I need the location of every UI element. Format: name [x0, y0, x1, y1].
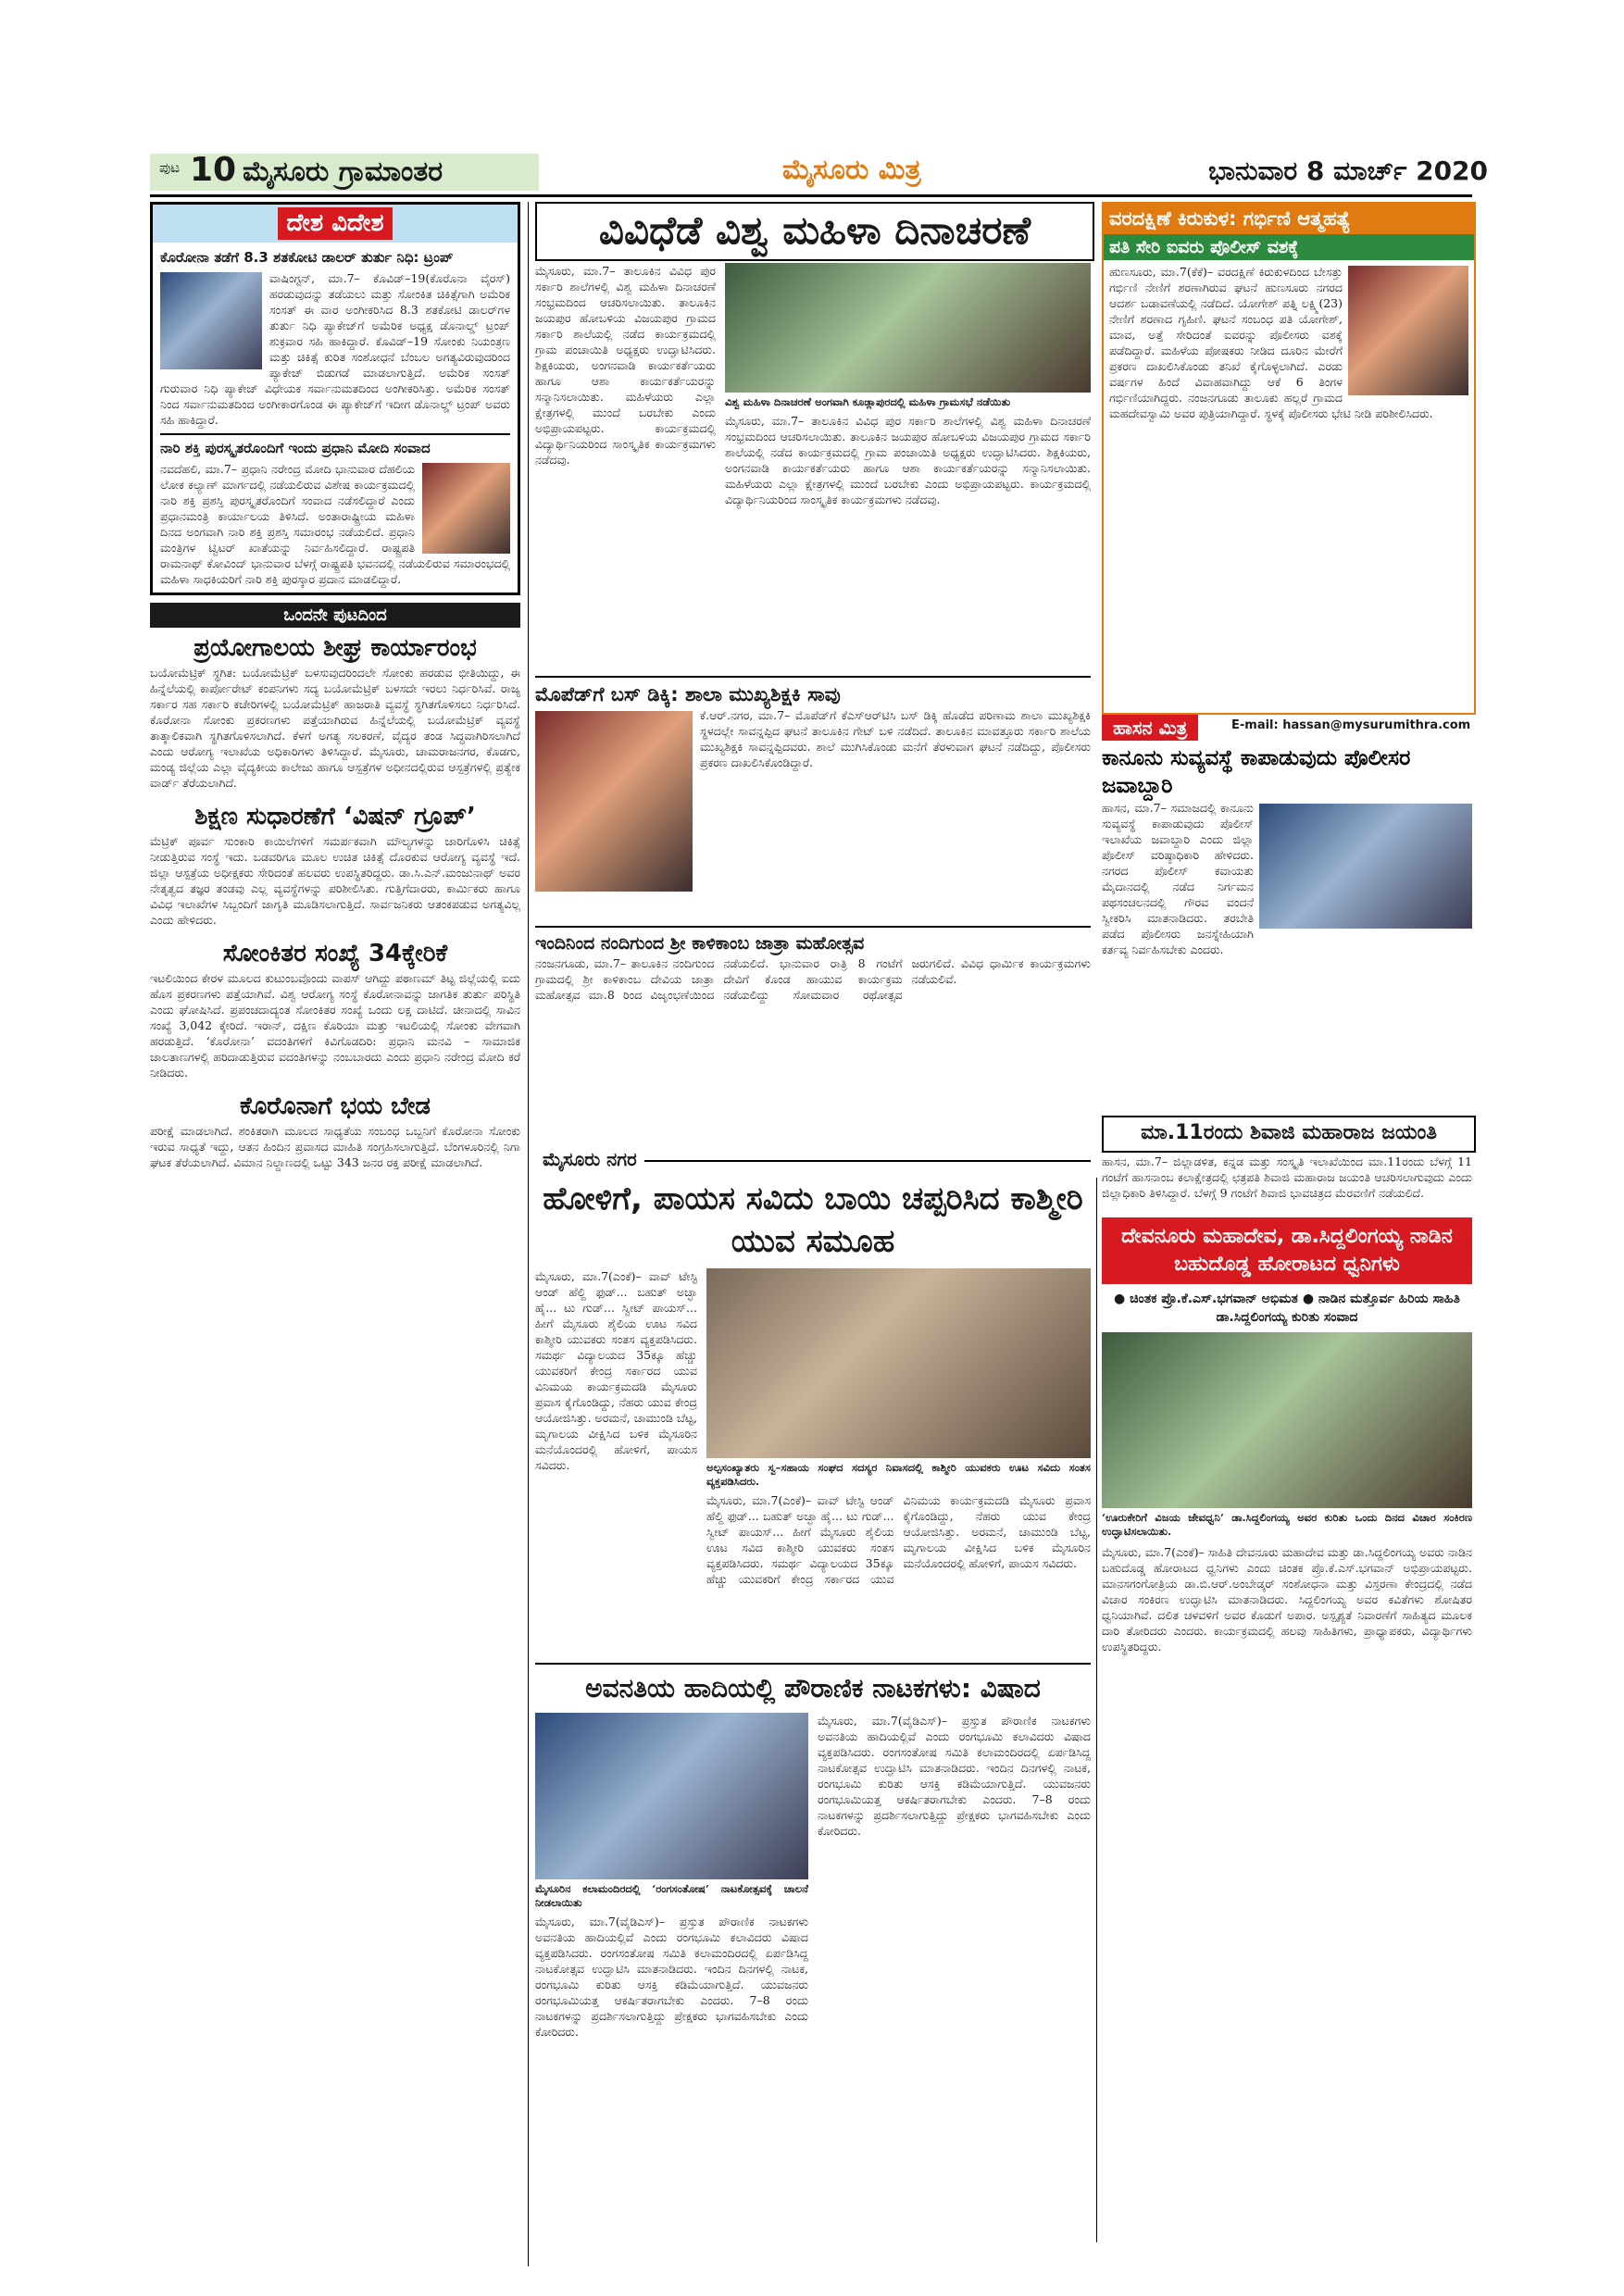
story-no-fear: ಪರೀಕ್ಷೆ ಮಾಡಲಾಗಿದೆ. ಶಂಕಿತರಾಗಿ ಮೂಲದ ಸಾಧ್ಯತೆಯ ಸಂಬಂಧ ಒಬ್ಬನಿಗೆ ಕೊರೋನಾ ಸೋಂಕು ಇರುವ ಸಾಧ್ಯತೆ ಇದ್ದು, ಆತನ ಹಿಂದಿನ ಪ್ರವಾಸದ ಮಾಹಿತಿ ಸಂಗ್ರಹಿಸಲಾಗುತ್ತಿದೆ. ಬೆಂಗಳೂರಿನಲ್ಲಿ ನಿಗಾ ಘಟಕ ತೆರೆಯಲಾಗಿದೆ. ವಿಮಾನ ನಿಲ್ದಾಣದಲ್ಲಿ ಒಟ್ಟು 343 ಜನರ ರಕ್ತ ಪರೀಕ್ಷೆ ಮಾಡಲಾಗಿದೆ. [150, 1124, 520, 1169]
headline-trump-fund: ಕೊರೋನಾ ತಡೆಗೆ 8.3 ಶತಕೋಟಿ ಡಾಲರ್ ತುರ್ತು ನಿಧಿ: ಟ್ರಂಪ್ [160, 249, 454, 266]
caption-kashmiri-youth: ಅಲ್ಪಸಂಖ್ಯಾತರು ಸ್ವ–ಸಹಾಯ ಸಂಘದ ಸದಸ್ಯರ ನಿವಾಸದಲ್ಲಿ ಕಾಶ್ಮೀರಿ ಯುವಕರು ಊಟ ಸವಿದು ಸಂತಸ ವ್ಯಕ್ತಪಡಿಸಿದರು. [706, 1461, 1091, 1488]
story-police-duty: ಹಾಸನ, ಮಾ.7– ಸಮಾಜದಲ್ಲಿ ಕಾನೂನು ಸುವ್ಯವಸ್ಥೆ ಕಾಪಾಡುವುದು ಪೊಲೀಸ್ ಇಲಾಖೆಯ ಜವಾಬ್ದಾರಿ ಎಂದು ಜಿಲ್ಲಾ ಪೊಲೀಸ್ ವರಿಷ್ಠಾಧಿಕಾರಿ ಹೇಳಿದರು. ನಗರದ ಪೊಲೀಸ್ ಕವಾಯತು ಮೈದಾನದಲ್ಲಿ ನಡೆದ ನಿರ್ಗಮನ ಪಥಸಂಚಲನದಲ್ಲಿ ಗೌರವ ವಂದನೆ ಸ್ವೀಕರಿಸಿ ಮಾತನಾಡಿದರು. ತರಬೇತಿ ಪಡೆದ ಪೊಲೀಸರು ಜನಸ್ನೇಹಿಯಾಗಿ ಕರ್ತವ್ಯ ನಿರ್ವಹಿಸಬೇಕು ಎಂದರು. [1102, 801, 1254, 956]
photo-kashmiri-youth [706, 1268, 1091, 1458]
devanur-headline-band: ದೇವನೂರು ಮಹಾದೇವ, ಡಾ.ಸಿದ್ದಲಿಂಗಯ್ಯ ನಾಡಿನ ಬಹುದೊಡ್ಡ ಹೋರಾಟದ ಧ್ವನಿಗಳು [1102, 1217, 1472, 1284]
continued-kicker: ಒಂದನೇ ಪುಟದಿಂದ [150, 603, 520, 628]
page-label: ಪುಟ [159, 159, 181, 176]
story-kashmiri-youth: ಮೈಸೂರು, ಮಾ.7(ಎಂಕೆ)– ವಾವ್ ಟೇಸ್ಟಿ ಆಂಡ್ ಹೆಲ್ದಿ ಫುಡ್... ಬಹುತ್ ಅಚ್ಛಾ ಹೈ... ಟು ಗುಡ್... ಸ್ವೀಟ್ ಪಾಯಸ್... ಹೀಗೆ ಮೈಸೂರು ಶೈಲಿಯ ಊಟ ಸವಿದ ಕಾಶ್ಮೀರಿ ಯುವಕರು ಸಂತಸ ವ್ಯಕ್ತಪಡಿಸಿದರು. ಸಮರ್ಥ ವಿದ್ಯಾಲಯದ 35ಕ್ಕೂ ಹೆಚ್ಚು ಯುವಕರಿಗೆ ಕೇಂದ್ರ ಸರ್ಕಾರದ ಯುವ ವಿನಿಮಯ ಕಾರ್ಯಕ್ರಮದಡಿ ಮೈಸೂರು ಪ್ರವಾಸ ಕೈಗೊಂಡಿದ್ದು, ನೆಹರು ಯುವ ಕೇಂದ್ರ ಆಯೋಜಿಸಿತ್ತು. ಅರಮನೆ, ಚಾಮುಂಡಿ ಬೆಟ್ಟ, ಮೃಗಾಲಯ ವೀಕ್ಷಿಸಿದ ಬಳಿಕ ಮೈಸೂರಿನ ಮನೆಯೊಂದರಲ್ಲಿ ಹೋಳಿಗೆ, ಪಾಯಸ ಸವಿದರು. [535, 1269, 697, 1472]
caption-drama-festival: ಮೈಸೂರಿನ ಕಲಾಮಂದಿರದಲ್ಲಿ ‘ರಂಗಸಂತೋಷ’ ನಾಟಕೋತ್ಸವಕ್ಕೆ ಚಾಲನೆ ನೀಡಲಾಯಿತು [535, 1882, 808, 1909]
photo-womens-day [725, 263, 1091, 393]
shivaji-story [1102, 1154, 1472, 1209]
dowry-story-box [1102, 202, 1476, 715]
photo-deceased-woman [1348, 266, 1468, 395]
story-drama-decline-col2: ಮೈಸೂರು, ಮಾ.7(ವೈಡಿಎಸ್)– ಪ್ರಸ್ತುತ ಪೌರಾಣಿಕ ನಾಟಕಗಳು ಅವನತಿಯ ಹಾದಿಯಲ್ಲಿವೆ ಎಂದು ರಂಗಭೂಮಿ ಕಲಾವಿದರು ವಿಷಾದ ವ್ಯಕ್ತಪಡಿಸಿದರು. ರಂಗಸಂತೋಷ ಸಮಿತಿ ಕಲಾಮಂದಿರದಲ್ಲಿ ಏರ್ಪಡಿಸಿದ್ದ ನಾಟಕೋತ್ಸವ ಉದ್ಘಾಟಿಸಿ ಮಾತನಾಡಿದರು. ಇಂದಿನ ದಿನಗಳಲ್ಲಿ ನಾಟಕ, ರಂಗಭೂಮಿ ಕುರಿತು ಆಸಕ್ತಿ ಕಡಿಮೆಯಾಗುತ್ತಿದೆ. ಯುವಜನರು ರಂಗಭೂಮಿಯತ್ತ ಆಕರ್ಷಿತರಾಗಬೇಕು ಎಂದರು. 7–8 ರಂದು ನಾಟಕಗಳನ್ನು ಪ್ರದರ್ಶಿಸಲಾಗುತ್ತಿದ್ದು ಪ್ರೇಕ್ಷಕರು ಭಾಗವಹಿಸಬೇಕು ಎಂದು ಕೋರಿದರು. [818, 1714, 1091, 1838]
story-jatre: ನಂಜನಗೂಡು, ಮಾ.7– ತಾಲೂಕಿನ ನಂದಿಗುಂದ ಗ್ರಾಮದಲ್ಲಿ ಶ್ರೀ ಕಾಳಿಕಾಂಬ ದೇವಿಯ ಜಾತ್ರಾ ಮಹೋತ್ಸವ ಮಾ.8 ರಿಂದ ವಿಜೃಂಭಣೆಯಿಂದ ನಡೆಯಲಿದೆ. ಭಾನುವಾರ ರಾತ್ರಿ 8 ಗಂಟೆಗೆ ದೇವಿಗೆ ಕೊಂಡ ಹಾಯುವ ಕಾರ್ಯಕ್ರಮ ನಡೆಯಲಿದ್ದು ಸೋಮವಾರ ರಥೋತ್ಸವ ಜರುಗಲಿದೆ. ವಿವಿಧ ಧಾರ್ಮಿಕ ಕಾರ್ಯಕ್ರಮಗಳು ನಡೆಯಲಿವೆ. [535, 956, 1091, 1002]
hassan-email: E-mail: hassan@mysurumithra.com [1231, 718, 1471, 732]
story-kashmiri-youth-continued: ಮೈಸೂರು, ಮಾ.7(ಎಂಕೆ)– ವಾವ್ ಟೇಸ್ಟಿ ಆಂಡ್ ಹೆಲ್ದಿ ಫುಡ್... ಬಹುತ್ ಅಚ್ಛಾ ಹೈ... ಟು ಗುಡ್... ಸ್ವೀಟ್ ಪಾಯಸ್... ಹೀಗೆ ಮೈಸೂರು ಶೈಲಿಯ ಊಟ ಸವಿದ ಕಾಶ್ಮೀರಿ ಯುವಕರು ಸಂತಸ ವ್ಯಕ್ತಪಡಿಸಿದರು. ಸಮರ್ಥ ವಿದ್ಯಾಲಯದ 35ಕ್ಕೂ ಹೆಚ್ಚು ಯುವಕರಿಗೆ ಕೇಂದ್ರ ಸರ್ಕಾರದ ಯುವ ವಿನಿಮಯ ಕಾರ್ಯಕ್ರಮದಡಿ ಮೈಸೂರು ಪ್ರವಾಸ ಕೈಗೊಂಡಿದ್ದು, ನೆಹರು ಯುವ ಕೇಂದ್ರ ಆಯೋಜಿಸಿತ್ತು. ಅರಮನೆ, ಚಾಮುಂಡಿ ಬೆಟ್ಟ, ಮೃಗಾಲಯ ವೀಕ್ಷಿಸಿದ ಬಳಿಕ ಮೈಸೂರಿನ ಮನೆಯೊಂದರಲ್ಲಿ ಹೋಳಿಗೆ, ಪಾಯಸ ಸವಿದರು. [706, 1493, 1091, 1586]
photo-police-parade [1259, 804, 1472, 929]
story-trump-fund: ವಾಷಿಂಗ್ಟನ್, ಮಾ.7– ಕೊವಿಡ್–19(ಕೊರೊನಾ ವೈರಸ್) ಹರಡುವುದನ್ನು ತಡೆಯಲು ಮತ್ತು ಸೋಂಕಿತ ಚಿಕಿತ್ಸೆಗಾಗಿ ಅಮೆರಿಕ ಸಂಸತ್ ಈ ವಾರ ಅಂಗೀಕರಿಸಿದ 8.3 ಶತಕೋಟಿ ಡಾಲರ್‌ಗಳ ತುರ್ತು ನಿಧಿ ಪ್ಯಾಕೇಜ್‌ಗೆ ಅಮೆರಿಕ ಅಧ್ಯಕ್ಷ ಡೊನಾಲ್ಡ್ ಟ್ರಂಪ್ ಶುಕ್ರವಾರ ಸಹಿ ಹಾಕಿದ್ದಾರೆ. ಕೊವಿಡ್–19 ಸೋಂಕು ನಿಯಂತ್ರಣ ಮತ್ತು ಚಿಕಿತ್ಸೆ ಕುರಿತ ಸಂಶೋಧನೆ ಬೆಂಬಲ ಅಗತ್ಯವಿರುವುದರಿಂದ ಪ್ಯಾಕೇಜ್ ಬಿಡುಗಡೆ ಮಾಡಲಾಗುತ್ತಿದೆ. ಅಮೆರಿಕ ಸಂಸತ್ ಗುರುವಾರ ನಿಧಿ ಪ್ಯಾಕೇಜ್ ವಿಧೇಯಕ ಸರ್ವಾನುಮತದಿಂದ ಅಂಗೀಕರಿಸಿತ್ತು. ಅಮೆರಿಕ ಸಂಸತ್ ನಿಂದ ಸರ್ವಾನುಮತದಿಂದ ಅಂಗೀಕಾರಗೊಂಡ ಈ ಪ್ಯಾಕೇಜ್‌ಗೆ ಇದೀಗ ಡೊನಾಲ್ಡ್ ಟ್ರಂಪ್ ಅವರು ಸಹಿ ಹಾಕಿದ್ದಾರೆ. [160, 271, 510, 427]
headline-infected-count: ಸೋಂಕಿತರ ಸಂಖ್ಯೆ 34ಕ್ಕೇರಿಕೆ [222, 940, 448, 967]
masthead: ಮೈಸೂರು ಮಿತ್ರ [782, 154, 921, 186]
headline-kashmiri-youth: ಹೋಳಿಗೆ, ಪಾಯಸ ಸವಿದು ಬಾಯಿ ಚಪ್ಪರಿಸಿದ ಕಾಶ್ಮೀರಿ ಯುವ ಸಮೂಹ [543, 1180, 1083, 1260]
dowry-subhead-band: ಪತಿ ಸೇರಿ ಐವರು ಪೊಲೀಸ್ ವಶಕ್ಕೆ [1104, 234, 1474, 260]
dowry-tag-band: ವರದಕ್ಷಿಣೆ ಕಿರುಕುಳ: ಗರ್ಭಿಣಿ ಆತ್ಮಹತ್ಯೆ [1104, 204, 1474, 234]
photo-drama-festival [535, 1713, 808, 1879]
story-dowry-death: ಹುಣಸೂರು, ಮಾ.7(ಕೆಕೆ)– ವರದಕ್ಷಿಣೆ ಕಿರುಕುಳದಿಂದ ಬೇಸತ್ತು ಗರ್ಭಿಣಿ ನೇಣಿಗೆ ಶರಣಾಗಿರುವ ಘಟನೆ ಹುಣಸೂರು ನಗರದ ಆದರ್ಶ ಬಡಾವಣೆಯಲ್ಲಿ ನಡೆದಿದೆ. ಯೋಗೇಶ್ ಪತ್ನಿ ಲಕ್ಷ್ಮಿ(23) ನೇಣಿಗೆ ಶರಣಾದ ಗೃಹಿಣಿ. ಘಟನೆ ಸಂಬಂಧ ಪತಿ ಯೋಗೇಶ್, ಮಾವ, ಅತ್ತೆ ಸೇರಿದಂತೆ ಐವರನ್ನು ಪೊಲೀಸರು ವಶಕ್ಕೆ ಪಡೆದಿದ್ದಾರೆ. ಮಹಿಳೆಯ ಪೋಷಕರು ನೀಡಿದ ದೂರಿನ ಮೇರೆಗೆ ಪ್ರಕರಣ ದಾಖಲಿಸಿಕೊಂಡು ತನಿಖೆ ಕೈಗೊಳ್ಳಲಾಗಿದೆ. ಎರಡು ವರ್ಷಗಳ ಹಿಂದೆ ವಿವಾಹವಾಗಿದ್ದು ಆಕೆ 6 ತಿಂಗಳ ಗರ್ಭಿಣಿಯಾಗಿದ್ದರು. ನಂಜನಗೂಡು ತಾಲೂಕು ಹಲ್ಲರೆ ಗ್ರಾಮದ ಮಹದೇವಸ್ವಾಮಿ ಅವರ ಪುತ್ರಿಯಾಗಿದ್ದಾರೆ. ಸ್ಥಳಕ್ಕೆ ಪೊಲೀಸರು ಭೇಟಿ ನೀಡಿ ಪರಿಶೀಲಿಸಿದರು. [1109, 265, 1433, 420]
column-divider-right [1096, 1178, 1097, 2242]
jatre-story [535, 931, 1091, 1144]
headline-shivaji-jayanti: ಮಾ.11ರಂದು ಶಿವಾಜಿ ಮಹಾರಾಜ ಜಯಂತಿ [1141, 1121, 1437, 1144]
devanur-story [1102, 1217, 1472, 2245]
page-number: 10 [190, 151, 237, 189]
story-bus-accident: ಕೆ.ಆರ್.ನಗರ, ಮಾ.7– ಮೊಪೆಡ್‌ಗೆ ಕೆಎಸ್‌ಆರ್‌ಟಿಸಿ ಬಸ್ ಡಿಕ್ಕಿ ಹೊಡೆದ ಪರಿಣಾಮ ಶಾಲಾ ಮುಖ್ಯಶಿಕ್ಷಕಿ ಸ್ಥಳದಲ್ಲೇ ಸಾವನ್ನಪ್ಪಿದ ಘಟನೆ ತಾಲೂಕಿನ ಗೇಟ್ ಬಳಿ ನಡೆದಿದೆ. ತಾಲೂಕಿನ ಮಾವತ್ತೂರು ಸರ್ಕಾರಿ ಶಾಲೆಯ ಮುಖ್ಯಶಿಕ್ಷಕಿ ಸಾವನ್ನಪ್ಪಿದವರು. ಶಾಲೆ ಮುಗಿಸಿಕೊಂಡು ಮನೆಗೆ ತೆರಳುವಾಗ ಘಟನೆ ನಡೆದಿದ್ದು, ಪೊಲೀಸರು ಪ್ರಕರಣ ದಾಖಲಿಸಿಕೊಂಡಿದ್ದಾರೆ. [700, 708, 1091, 769]
story-womens-day-col2: ಮೈಸೂರು, ಮಾ.7– ತಾಲೂಕಿನ ವಿವಿಧ ಪುರ ಸರ್ಕಾರಿ ಶಾಲೆಗಳಲ್ಲಿ ವಿಶ್ವ ಮಹಿಳಾ ದಿನಾಚರಣೆ ಸಂಭ್ರಮದಿಂದ ಆಚರಿಸಲಾಯಿತು. ತಾಲೂಕಿನ ಜಯಪುರ ಹೋಬಳಿಯ ವಿಜಯಪುರ ಗ್ರಾಮದ ಸರ್ಕಾರಿ ಶಾಲೆಯಲ್ಲಿ ನಡೆದ ಕಾರ್ಯಕ್ರಮದಲ್ಲಿ ಗ್ರಾಮ ಪಂಚಾಯಿತಿ ಅಧ್ಯಕ್ಷರು ಉದ್ಘಾಟಿಸಿದರು. ಶಿಕ್ಷಕಿಯರು, ಅಂಗನವಾಡಿ ಕಾರ್ಯಕರ್ತೆಯರು ಹಾಗೂ ಆಶಾ ಕಾರ್ಯಕರ್ತೆಯರನ್ನು ಸನ್ಮಾನಿಸಲಾಯಿತು. ಮಹಿಳೆಯರು ಎಲ್ಲಾ ಕ್ಷೇತ್ರಗಳಲ್ಲಿ ಮುಂದೆ ಬರಬೇಕು ಎಂದು ಅಭಿಪ್ರಾಯಪಟ್ಟರು. ಕಾರ್ಯಕ್ರಮದಲ್ಲಿ ವಿದ್ಯಾರ್ಥಿನಿಯರಿಂದ ಸಾಂಸ್ಕೃತಿಕ ಕಾರ್ಯಕ್ರಮಗಳು ನಡೆದವು. [725, 414, 1091, 506]
issue-date: ಭಾನುವಾರ 8 ಮಾರ್ಚ್ 2020 [1208, 156, 1489, 186]
headline-modi-interaction: ನಾರಿ ಶಕ್ತಿ ಪುರಸ್ಕೃತರೊಂದಿಗೆ ಇಂದು ಪ್ರಧಾನಿ ಮೋದಿ ಸಂವಾದ [160, 440, 431, 456]
mysuru-nagara-tag: ಮೈಸೂರು ನಗರ [535, 1148, 644, 1170]
bus-accident-story [535, 681, 1091, 922]
photo-trump [160, 272, 262, 369]
story-lab-start: ಬಯೋಮೆಟ್ರಿಕ್ ಸ್ಥಗಿತ: ಬಯೋಮೆಟ್ರಿಕ್ ಬಳಸುವುದರಿಂದಲೇ ಸೋಂಕು ಹರಡುವ ಭೀತಿಯಿದ್ದು, ಈ ಹಿನ್ನೆಲೆಯಲ್ಲಿ ಕಾರ್ಪೋರೇಟ್ ಕಂಪನಿಗಳು ಸದ್ಯ ಬಯೋಮೆಟ್ರಿಕ್ ಬಳಸದೇ ಇರಲು ನಿರ್ಧರಿಸಿವೆ. ರಾಜ್ಯ ಸರ್ಕಾರ ಸಹ ಸರ್ಕಾರಿ ಕಚೇರಿಗಳಲ್ಲಿ ಬಯೋಮೆಟ್ರಿಕ್ ಹಾಜರಾತಿ ವ್ಯವಸ್ಥೆ ಸ್ಥಗಿತಗೊಳಿಸಲು ನಿರ್ಧರಿಸಿದೆ. ಕೊರೋನಾ ಸೋಂಕು ಪ್ರಕರಣಗಳು ಪತ್ತೆಯಾಗಿರುವ ಹಿನ್ನೆಲೆಯಲ್ಲಿ ಬಯೋಮೆಟ್ರಿಕ್ ವ್ಯವಸ್ಥೆ ತಾತ್ಕಾಲಿಕವಾಗಿ ಸ್ಥಗಿತಗೊಳಿಸಲಾಗಿದೆ. ಕೆಳಗೆ ಅಗತ್ಯ ಸಲಕರಣೆ, ವೈದ್ಯರ ತಂಡ ಸಿದ್ಧವಾಗಿರಿಸಲಾಗಿದೆ ಎಂದು ಆರೋಗ್ಯ ಇಲಾಖೆಯ ಅಧಿಕಾರಿಗಳು ತಿಳಿಸಿದ್ದಾರೆ. ಮೈಸೂರು, ಚಾಮರಾಜನಗರ, ಕೊಡಗು, ಮಂಡ್ಯ ಜಿಲ್ಲೆಯ ಎಲ್ಲಾ ವೈದ್ಯಕೀಯ ಕಾಲೇಜು ಹಾಗೂ ಆಸ್ಪತ್ರೆಗಳ ಅಧೀನದಲ್ಲಿರುವ ಆಸ್ಪತ್ರೆಗಳಲ್ಲಿ ಪ್ರತ್ಯೇಕ ವಾರ್ಡ್ ತೆರೆಯಲಾಗಿದೆ. [150, 666, 520, 790]
devanur-highlights: ● ಚಿಂತಕ ಪ್ರೊ.ಕೆ.ಎಸ್.ಭಗವಾನ್ ಅಭಿಮತ ● ನಾಡಿನ ಮತ್ತೊರ್ವ ಹಿರಿಯ ಸಾಹಿತಿ ಡಾ.ಸಿದ್ದಲಿಂಗಯ್ಯ ಕುರಿತು ಸಂವಾದ [1114, 1292, 1460, 1325]
headline-bus-accident: ಮೊಪೆಡ್‌ಗೆ ಬಸ್ ಡಿಕ್ಕಿ: ಶಾಲಾ ಮುಖ್ಯಶಿಕ್ಷಕಿ ಸಾವು [535, 683, 841, 705]
story-devanur: ಮೈಸೂರು, ಮಾ.7(ಎಂಕೆ)– ಸಾಹಿತಿ ದೇವನೂರು ಮಹಾದೇವ ಮತ್ತು ಡಾ.ಸಿದ್ದಲಿಂಗಯ್ಯ ಅವರು ನಾಡಿನ ಬಹುದೊಡ್ಡ ಹೋರಾಟದ ಧ್ವನಿಗಳು ಎಂದು ಚಿಂತಕ ಪ್ರೊ.ಕೆ.ಎಸ್.ಭಗವಾನ್ ಅಭಿಪ್ರಾಯಪಟ್ಟರು. ಮಾನಸಗಂಗೋತ್ರಿಯ ಡಾ.ಬಿ.ಆರ್.ಅಂಬೇಡ್ಕರ್ ಸಂಶೋಧನಾ ಮತ್ತು ವಿಸ್ತರಣಾ ಕೇಂದ್ರದಲ್ಲಿ ನಡೆದ ವಿಚಾರ ಸಂಕಿರಣ ಉದ್ಘಾಟಿಸಿ ಮಾತನಾಡಿದರು. ಸಿದ್ದಲಿಂಗಯ್ಯ ಅವರ ಕವಿತೆಗಳು ಶೋಷಿತರ ಧ್ವನಿಯಾಗಿವೆ. ದಲಿತ ಚಳವಳಿಗೆ ಅವರ ಕೊಡುಗೆ ಅಪಾರ. ಅಸ್ಪೃಶ್ಯತೆ ನಿವಾರಣೆಗೆ ಸಾಹಿತ್ಯದ ಮೂಲಕ ದಾರಿ ತೋರಿದರು ಎಂದರು. ಕಾರ್ಯಕ್ರಮದಲ್ಲಿ ಹಲವು ಸಾಹಿತಿಗಳು, ಪ್ರಾಧ್ಯಾಪಕರು, ವಿದ್ಯಾರ್ಥಿಗಳು ಉಪಸ್ಥಿತರಿದ್ದರು. [1102, 1545, 1472, 1653]
story-vision-group: ಮೆಟ್ರಿಕ್ ಪೂರ್ವ ಸುಂಕಾರಿ ಕಾಯಿಲೆಗಳಿಗೆ ಸಮರ್ಪಕವಾಗಿ ಮೌಲ್ಯಗಳನ್ನು ಜಾರಿಗೊಳಿಸಿ ಚಿಕಿತ್ಸೆ ನೀಡುತ್ತಿರುವ ಸಂಸ್ಥೆ ಇದು. ಬಡವರಿಗೂ ಮೂಲ ಉಚಿತ ಚಿಕಿತ್ಸೆ ದೊರಕುವ ಆರೋಗ್ಯ ವ್ಯವಸ್ಥೆ ಇದೆ. ಜಿಲ್ಲಾ ಆಸ್ಪತ್ರೆಯ ಅಧೀಕ್ಷಕರು ಸೇರಿದಂತೆ ಹಲವರು ಉಪಸ್ಥಿತರಿದ್ದರು. ಡಾ.ಸಿ.ಎನ್.ಮಂಜುನಾಥ್ ಅವರ ನೇತೃತ್ವದ ತಜ್ಞರ ತಂಡವು ಎಲ್ಲ ವ್ಯವಸ್ಥೆಗಳನ್ನು ಪರಿಶೀಲಿಸಿತು. ಗುತ್ತಿಗೆದಾರರು, ಕಾರ್ಮಿಕರು ಹಾಗೂ ವಿವಿಧ ಇಲಾಖೆಗಳ ಸಿಬ್ಬಂದಿಗೆ ಜಾಗೃತಿ ಮೂಡಿಸಲಾಗುತ್ತಿದೆ. ಸಾರ್ವಜನಿಕರು ಆತಂಕಪಡುವ ಅಗತ್ಯವಿಲ್ಲ ಎಂದು ಹೇಳಿದರು. [150, 834, 520, 927]
caption-womens-day: ವಿಶ್ವ ಮಹಿಳಾ ದಿನಾಚರಣೆ ಅಂಗವಾಗಿ ಕೂಡ್ಲಾಪುರದಲ್ಲಿ ಮಹಿಳಾ ಗ್ರಾಮಸಭೆ ನಡೆಯಿತು [725, 395, 1011, 408]
section-tag-desha-videsha: ದೇಶ ವಿದೇಶ [153, 205, 518, 243]
header-rule [150, 194, 1472, 197]
hassan-mitra-tag: ಹಾಸನ ಮಿತ್ರ [1102, 715, 1198, 741]
kashmiri-youth-story [535, 1178, 1091, 1659]
shivaji-headline-box [1102, 1116, 1476, 1153]
rule-above-bus-story [535, 676, 1091, 678]
story-drama-decline-col1: ಮೈಸೂರು, ಮಾ.7(ವೈಡಿಎಸ್)– ಪ್ರಸ್ತುತ ಪೌರಾಣಿಕ ನಾಟಕಗಳು ಅವನತಿಯ ಹಾದಿಯಲ್ಲಿವೆ ಎಂದು ರಂಗಭೂಮಿ ಕಲಾವಿದರು ವಿಷಾದ ವ್ಯಕ್ತಪಡಿಸಿದರು. ರಂಗಸಂತೋಷ ಸಮಿತಿ ಕಲಾಮಂದಿರದಲ್ಲಿ ಏರ್ಪಡಿಸಿದ್ದ ನಾಟಕೋತ್ಸವ ಉದ್ಘಾಟಿಸಿ ಮಾತನಾಡಿದರು. ಇಂದಿನ ದಿನಗಳಲ್ಲಿ ನಾಟಕ, ರಂಗಭೂಮಿ ಕುರಿತು ಆಸಕ್ತಿ ಕಡಿಮೆಯಾಗುತ್ತಿದೆ. ಯುವಜನರು ರಂಗಭೂಮಿಯತ್ತ ಆಕರ್ಷಿತರಾಗಬೇಕು ಎಂದರು. 7–8 ರಂದು ನಾಟಕಗಳನ್ನು ಪ್ರದರ್ಶಿಸಲಾಗುತ್ತಿದ್ದು ಪ್ರೇಕ್ಷಕರು ಭಾಗವಹಿಸಬೇಕು ಎಂದು ಕೋರಿದರು. [535, 1915, 808, 2039]
headline-jatre: ಇಂದಿನಿಂದ ನಂದಿಗುಂದ ಶ್ರೀ ಕಾಳಿಕಾಂಬ ಜಾತ್ರಾ ಮಹೋತ್ಸವ [535, 933, 865, 954]
headline-womens-day: ವಿವಿಧೆಡೆ ವಿಶ್ವ ಮಹಿಳಾ ದಿನಾಚರಣೆ [598, 207, 1031, 253]
photo-modi [422, 463, 510, 554]
headline-vision-group: ಶಿಕ್ಷಣ ಸುಧಾರಣೆಗೆ ‘ವಿಷನ್ ಗ್ರೂಪ್’ [194, 803, 476, 830]
headline-no-fear: ಕೊರೊನಾಗೆ ಭಯ ಬೇಡ [239, 1092, 431, 1120]
photo-headmistress [535, 711, 693, 892]
headline-lab-start: ಪ್ರಯೋಗಾಲಯ ಶೀಘ್ರ ಕಾರ್ಯಾರಂಭ [194, 634, 477, 662]
rule-above-natak [535, 1663, 1091, 1665]
womens-day-story [535, 263, 1091, 670]
rule-above-jatre [535, 926, 1091, 928]
headline-police-duty: ಕಾನೂನು ಸುವ್ಯವಸ್ಥೆ ಕಾಪಾಡುವುದು ಪೊಲೀಸರ ಜವಾಬ್ದಾರಿ [1102, 746, 1411, 798]
column-divider-left [528, 202, 529, 2266]
lead-headline-box [535, 202, 1094, 261]
police-story [1102, 744, 1472, 1115]
headline-drama-decline: ಅವನತಿಯ ಹಾದಿಯಲ್ಲಿ ಪೌರಾಣಿಕ ನಾಟಕಗಳು: ವಿಷಾದ [585, 1673, 1041, 1703]
left-column [150, 202, 520, 2266]
section-title: ಮೈಸೂರು ಗ್ರಾಮಾಂತರ [243, 156, 443, 188]
photo-seminar-inauguration [1102, 1332, 1472, 1508]
story-infected-count: ಇಟಲಿಯಿಂದ ಕೇರಳ ಮೂಲದ ಕುಟುಂಬವೊಂದು ವಾಪಸ್ ಆಗಿದ್ದು ಪಠಾಣಮ್ ತಿಟ್ಟ ಜಿಲ್ಲೆಯಲ್ಲಿ ಐದು ಹೊಸ ಪ್ರಕರಣಗಳು ಪತ್ತೆಯಾಗಿವೆ. ವಿಶ್ವ ಆರೋಗ್ಯ ಸಂಸ್ಥೆ ಕೊರೋನಾವನ್ನು ಜಾಗತಿಕ ತುರ್ತು ಪರಿಸ್ಥಿತಿ ಎಂದು ಘೋಷಿಸಿದೆ. ಪ್ರಪಂಚದಾದ್ಯಂತ ಸೋಂಕಿತರ ಸಂಖ್ಯೆ ಒಂದು ಲಕ್ಷ ದಾಟಿದೆ. ಚೀನಾದಲ್ಲಿ ಸಾವಿನ ಸಂಖ್ಯೆ 3,042 ಕ್ಕೇರಿದೆ. ಇರಾನ್, ದಕ್ಷಿಣ ಕೊರಿಯಾ ಮತ್ತು ಇಟಲಿಯಲ್ಲಿ ಸೋಂಕು ವೇಗವಾಗಿ ಹರಡುತ್ತಿದೆ. ‘ಕೊರೋನಾ’ ವದಂತಿಗಳಿಗೆ ಕಿವಿಗೊಡದಿರಿ: ಪ್ರಧಾನಿ ಮನವಿ – ಸಾಮಾಜಿಕ ಜಾಲತಾಣಗಳಲ್ಲಿ ಹರಿದಾಡುತ್ತಿರುವ ವದಂತಿಗಳನ್ನು ನಂಬಬಾರದು ಎಂದು ಪ್ರಧಾನಿ ನರೇಂದ್ರ ಮೋದಿ ಕರೆ ನೀಡಿದರು. [150, 971, 520, 1079]
story-shivaji-jayanti: ಹಾಸನ, ಮಾ.7– ಜಿಲ್ಲಾಡಳಿತ, ಕನ್ನಡ ಮತ್ತು ಸಂಸ್ಕೃತಿ ಇಲಾಖೆಯಿಂದ ಮಾ.11ರಂದು ಬೆಳಗ್ಗೆ 11 ಗಂಟೆಗೆ ಹಾಸನಾಂಬ ಕಲಾಕ್ಷೇತ್ರದಲ್ಲಿ ಛತ್ರಪತಿ ಶಿವಾಜಿ ಮಹಾರಾಜ ಜಯಂತಿ ಆಚರಿಸಲಾಗುವುದು ಎಂದು ಜಿಲ್ಲಾಧಿಕಾರಿ ತಿಳಿಸಿದ್ದಾರೆ. ಬೆಳಗ್ಗೆ 9 ಗಂಟೆಗೆ ಶಿವಾಜಿ ಭಾವಚಿತ್ರದ ಮೆರವಣಿಗೆ ನಡೆಯಲಿದೆ. [1102, 1154, 1472, 1200]
drama-story [535, 1670, 1091, 2244]
story-womens-day-col1: ಮೈಸೂರು, ಮಾ.7– ತಾಲೂಕಿನ ವಿವಿಧ ಪುರ ಸರ್ಕಾರಿ ಶಾಲೆಗಳಲ್ಲಿ ವಿಶ್ವ ಮಹಿಳಾ ದಿನಾಚರಣೆ ಸಂಭ್ರಮದಿಂದ ಆಚರಿಸಲಾಯಿತು. ತಾಲೂಕಿನ ಜಯಪುರ ಹೋಬಳಿಯ ವಿಜಯಪುರ ಗ್ರಾಮದ ಸರ್ಕಾರಿ ಶಾಲೆಯಲ್ಲಿ ನಡೆದ ಕಾರ್ಯಕ್ರಮದಲ್ಲಿ ಗ್ರಾಮ ಪಂಚಾಯಿತಿ ಅಧ್ಯಕ್ಷರು ಉದ್ಘಾಟಿಸಿದರು. ಶಿಕ್ಷಕಿಯರು, ಅಂಗನವಾಡಿ ಕಾರ್ಯಕರ್ತೆಯರು ಹಾಗೂ ಆಶಾ ಕಾರ್ಯಕರ್ತೆಯರನ್ನು ಸನ್ಮಾನಿಸಲಾಯಿತು. ಮಹಿಳೆಯರು ಎಲ್ಲಾ ಕ್ಷೇತ್ರಗಳಲ್ಲಿ ಮುಂದೆ ಬರಬೇಕು ಎಂದು ಅಭಿಪ್ರಾಯಪಟ್ಟರು. ಕಾರ್ಯಕ್ರಮದಲ್ಲಿ ವಿದ್ಯಾರ್ಥಿನಿಯರಿಂದ ಸಾಂಸ್ಕೃತಿಕ ಕಾರ್ಯಕ್ರಮಗಳು ನಡೆದವು. [535, 264, 716, 467]
caption-seminar: ‘ಊರುಕೇರಿಗೆ ವಿಜಯ ಜೇವಧ್ವನಿ’ ಡಾ.ಸಿದ್ದಲಿಂಗಯ್ಯ ಅವರ ಕುರಿತು ಒಂದು ದಿನದ ವಿಚಾರ ಸಂಕಿರಣ ಉದ್ಘಾಟಿಸಲಾಯಿತು. [1102, 1511, 1472, 1538]
story-modi-interaction: ನವದೆಹಲಿ, ಮಾ.7– ಪ್ರಧಾನಿ ನರೇಂದ್ರ ಮೋದಿ ಭಾನುವಾರ ದೆಹಲಿಯ ಲೋಕ ಕಲ್ಯಾಣ್ ಮಾರ್ಗದಲ್ಲಿ ನಡೆಯಲಿರುವ ವಿಶೇಷ ಕಾರ್ಯಕ್ರಮದಲ್ಲಿ ನಾರಿ ಶಕ್ತಿ ಪ್ರಶಸ್ತಿ ಪುರಸ್ಕೃತರೊಂದಿಗೆ ಸಂವಾದ ನಡೆಸಲಿದ್ದಾರೆ ಎಂದು ಪ್ರಧಾನಮಂತ್ರಿ ಕಾರ್ಯಾಲಯ ತಿಳಿಸಿದೆ. ಅಂತಾರಾಷ್ಟ್ರೀಯ ಮಹಿಳಾ ದಿನದ ಅಂಗವಾಗಿ ನಾರಿ ಶಕ್ತಿ ಪ್ರಶಸ್ತಿ ಸಮಾರಂಭ ನಡೆಯಲಿದೆ. ಪ್ರಧಾನಿ ಮಂತ್ರಿಗಳ ಟ್ವಿಟರ್ ಖಾತೆಯನ್ನು ನಿರ್ವಹಿಸಲಿದ್ದಾರೆ. ರಾಷ್ಟ್ರಪತಿ ರಾಮನಾಥ್ ಕೋವಿಂದ್ ಭಾನುವಾರ ಬೆಳಗ್ಗೆ ರಾಷ್ಟ್ರಪತಿ ಭವನದಲ್ಲಿ ನಡೆಯಲಿರುವ ಸಮಾರಂಭದಲ್ಲಿ ಮಹಿಳಾ ಸಾಧಕಿಯರಿಗೆ ನಾರಿ ಶಕ್ತಿ ಪುರಸ್ಕಾರ ಪ್ರದಾನ ಮಾಡಲಿದ್ದಾರೆ. [160, 462, 510, 586]
